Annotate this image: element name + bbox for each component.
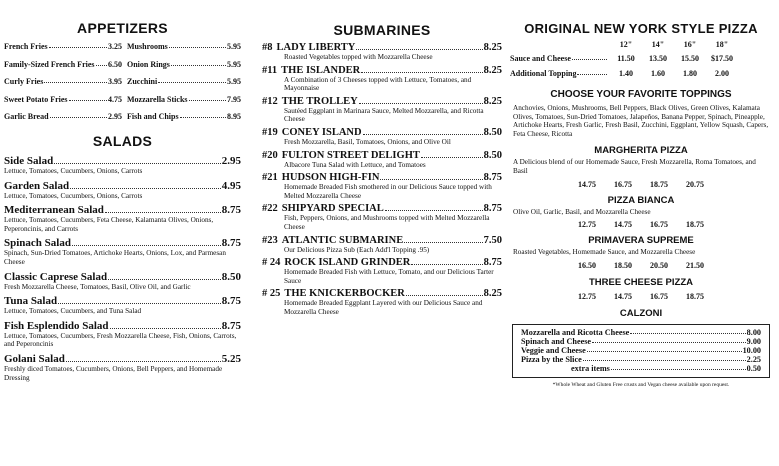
item-name: THE KNICKERBOCKER [284, 288, 405, 300]
item-price: $17.50 [711, 54, 733, 63]
menu-item [127, 42, 241, 51]
item-name: Curly Fries [4, 77, 44, 86]
menu-item [262, 42, 502, 62]
item-name: Garlic Bread [4, 112, 49, 121]
item-price: 14.75 [614, 220, 632, 230]
menu-item [127, 112, 241, 121]
item-description: Lettuce, Tomatoes, Cucumbers, and Tuna Salad [4, 307, 142, 316]
menu-item [4, 320, 241, 349]
item-price: 4.75 [108, 94, 122, 104]
menu-item [262, 65, 502, 93]
specialty-title: MARGHERITA PIZZA [594, 145, 688, 157]
menu-item [262, 150, 502, 170]
item-description: Homemade Breaded Eggplant Layered with our Delicious Sauce and Mozzarella Cheese [284, 299, 483, 316]
item-name: SHIPYARD SPECIAL [281, 203, 384, 215]
item-price: 16.50 [578, 260, 596, 270]
menu-item [521, 328, 761, 337]
item-description: Freshly diced Tomatoes, Cucumbers, Onions, Bell Peppers, and Homemade Dressing [4, 364, 223, 382]
row-label: Sauce and Cheese [510, 54, 571, 63]
item-price: 8.25 [483, 42, 502, 53]
item-name: THE ISLANDER [281, 64, 361, 76]
menu-item [521, 337, 761, 346]
item-number: #22 [262, 203, 278, 215]
item-description: Lettuce, Tomatoes, Cucumbers, Feta Cheese, Kalamanta Olives, Onions, Peperoncinis, and Carrots [4, 216, 214, 233]
menu-item [127, 95, 241, 104]
item-price: 5.95 [227, 59, 241, 69]
item-price: 0.50 [746, 363, 761, 373]
item-name: Fish and Chips [127, 112, 179, 121]
menu-item [262, 288, 502, 316]
size-label: 16" [683, 40, 697, 49]
item-number: #20 [262, 149, 278, 161]
item-description: Roasted Vegetables topped with Mozzarella Cheese [284, 53, 433, 61]
item-description: Spinach, Sun-Dried Tomatoes, Artichoke Hearts, Onions, Lox, and Parmesan Cheese [4, 249, 226, 266]
item-number: #19 [262, 126, 278, 138]
item-name: Pizza by the Slice [521, 354, 582, 364]
item-price: 3.95 [108, 77, 122, 86]
item-price: 12.75 [578, 220, 596, 230]
item-name: Onion Rings [127, 59, 170, 69]
specialty-prices [510, 261, 772, 270]
item-name: French Fries [4, 42, 48, 51]
menu-item [262, 96, 502, 124]
item-number: #12 [262, 95, 278, 107]
item-price: 8.95 [227, 112, 241, 121]
item-number: #23 [262, 234, 278, 246]
item-name: CONEY ISLAND [281, 126, 362, 138]
item-price: 8.75 [221, 204, 241, 217]
menu-item [262, 127, 502, 147]
item-name: Sweet Potato Fries [4, 94, 68, 104]
item-price: 8.00 [746, 327, 761, 337]
middle-column [262, 0, 502, 466]
item-price: 8.50 [483, 126, 502, 138]
item-number: # 25 [262, 288, 281, 300]
item-name: Veggie and Cheese [521, 345, 586, 355]
item-price: 1.60 [651, 69, 665, 78]
row-label: Additional Topping [510, 69, 577, 78]
item-price: 10.00 [742, 345, 761, 355]
item-price: 5.95 [227, 42, 241, 51]
item-description: Homemade Breaded Fish with Lettuce, Tomato, and our Delicious Tarter Sauce [284, 268, 494, 285]
item-name: extra items [571, 363, 610, 373]
calzoni-box [512, 324, 770, 378]
item-description: Lettuce, Tomatoes, Cucumbers, Onions, Carrots [4, 167, 143, 175]
appetizers-title: APPETIZERS [77, 20, 168, 36]
menu-item [262, 235, 502, 255]
item-price: 8.75 [483, 172, 502, 184]
item-price: 16.75 [614, 179, 632, 189]
submarines-title: SUBMARINES [333, 22, 431, 38]
item-price: 8.75 [483, 257, 502, 269]
item-number: #21 [262, 172, 278, 184]
item-price: 16.75 [650, 291, 668, 301]
menu-item [4, 112, 122, 121]
item-name: Spinach and Cheese [521, 336, 592, 346]
item-description: Lettuce, Tomatoes, Cucumbers, Fresh Mozzarella Cheese, Fish, Onions, Carrots, and Peperoncinis [4, 331, 237, 349]
appetizers-list [4, 42, 241, 121]
item-number: # 24 [262, 257, 281, 269]
item-number: #8 [262, 42, 273, 53]
right-column [510, 0, 772, 466]
item-name: Mushrooms [127, 42, 168, 51]
item-price: 14.75 [614, 291, 632, 301]
specialty-title: PRIMAVERA SUPREME [588, 235, 694, 247]
item-price: 8.75 [221, 295, 241, 308]
item-price: 8.75 [221, 319, 241, 332]
item-description: Our Delicious Pizza Sub (Each Add'l Topping .95) [284, 245, 430, 254]
item-name: Classic Caprese Salad [4, 270, 108, 283]
item-name: Mozzarella Sticks [127, 94, 188, 104]
item-name: Family-Sized French Fries [4, 59, 95, 69]
item-price: 18.75 [686, 220, 704, 230]
menu-item [4, 77, 122, 86]
item-price: 8.50 [483, 149, 502, 161]
item-description: Fish, Peppers, Onions, and Mushrooms topped with Melted Mozzarella Cheese [284, 214, 490, 231]
specialty-title: PIZZA BIANCA [607, 194, 675, 206]
item-price: 18.75 [650, 179, 668, 189]
item-name: LADY LIBERTY [276, 42, 356, 53]
item-price: 21.50 [686, 260, 704, 270]
specialty-prices [510, 220, 772, 229]
size-label: 12" [619, 40, 633, 49]
item-price: 8.50 [221, 270, 241, 283]
toppings-list: Anchovies, Onions, Mushrooms, Bell Peppers, Black Olives, Green Olives, Kalamata Olives, Tomatoes, Sun-Dried Tomatoes, Jalapeños, Banana Pepper, Spinach, Pineapple, Artichoke Hearts, Fresh Garlic, Fresh Basil, Zucchini, Eggplant, Yellow Squash, Capers, Feta Cheese, Ricotta [513, 104, 769, 138]
item-price: 8.75 [221, 237, 241, 250]
menu-item [521, 364, 761, 373]
item-price: 16.75 [650, 220, 668, 230]
item-description: Homemade Breaded Fish smothered in our Delicious Sauce topped with Melted Mozzarella Cheese [284, 183, 492, 200]
item-price: 20.50 [650, 260, 668, 270]
menu-item [4, 237, 241, 266]
salads-title: SALADS [92, 133, 153, 149]
item-price: 2.25 [746, 354, 761, 364]
item-name: Spinach Salad [4, 237, 71, 250]
item-price: 9.00 [746, 336, 761, 346]
size-label: 14" [651, 40, 665, 49]
menu-item [4, 155, 241, 176]
item-description: Lettuce, Tomatoes, Cucumbers, Onions, Carrots [4, 191, 143, 200]
item-description: Sautéed Eggplant in Marinara Sauce, Melted Mozzarella, and Ricotta Cheese [284, 106, 484, 124]
item-price: 18.50 [614, 260, 632, 270]
item-description: A Combination of 3 Cheeses topped with Lettuce, Tomatoes, and Mayonnaise [284, 75, 472, 93]
item-price: 15.50 [681, 54, 699, 63]
menu-item [4, 295, 241, 316]
item-price: 8.25 [483, 64, 502, 76]
menu-item [4, 271, 241, 292]
item-price: 2.00 [715, 69, 729, 78]
item-name: ATLANTIC SUBMARINE [281, 234, 404, 246]
item-name: Garden Salad [4, 179, 70, 192]
menu-item [4, 180, 241, 201]
item-price: 5.95 [227, 77, 241, 86]
menu-item [4, 204, 241, 233]
item-description: Albacore Tuna Salad with Lettuce, and Tomatoes [284, 160, 426, 169]
item-price: 1.40 [619, 69, 633, 78]
item-name: THE TROLLEY [281, 95, 358, 107]
menu-item [262, 203, 502, 231]
menu-item [262, 257, 502, 285]
item-price: 18.75 [686, 291, 704, 301]
pizza-title: ORIGINAL NEW YORK STYLE PIZZA [524, 21, 758, 36]
footnote: *Whole Wheat and Gluten Free crusts and Vegan cheese available upon request. [552, 381, 730, 388]
toppings-title: CHOOSE YOUR FAVORITE TOPPINGS [550, 89, 732, 100]
item-description: Fresh Mozzarella, Basil, Tomatoes, Onions, and Olive Oil [284, 137, 451, 146]
item-price: 2.95 [108, 112, 122, 121]
item-price: 12.75 [578, 291, 596, 301]
item-name: FULTON STREET DELIGHT [281, 149, 420, 161]
menu-item [127, 60, 241, 69]
item-price: 5.25 [221, 352, 241, 365]
specialty-prices [510, 180, 772, 189]
item-number: #11 [262, 64, 278, 76]
item-price: 11.50 [617, 54, 635, 63]
item-name: Mozzarella and Ricotta Cheese [521, 327, 630, 337]
item-name: Golani Salad [4, 352, 65, 365]
item-price: 6.50 [108, 59, 122, 69]
item-price: 14.75 [578, 179, 596, 189]
item-price: 8.25 [483, 95, 502, 107]
menu-item [127, 77, 241, 86]
menu-item [521, 346, 761, 355]
item-price: 7.50 [483, 234, 502, 246]
menu-item [4, 60, 122, 69]
pizza-price-row [510, 69, 772, 78]
pizza-sizes [510, 40, 772, 49]
item-price: 20.75 [686, 179, 704, 189]
item-price: 13.50 [649, 54, 667, 63]
menu-item [521, 355, 761, 364]
item-price: 4.95 [221, 179, 241, 192]
item-description: Fresh Mozzarella Cheese, Tomatoes, Basil, Olive Oil, and Garlic [4, 282, 191, 291]
item-price: 2.95 [221, 155, 241, 167]
item-price: 3.25 [108, 42, 122, 51]
item-name: Zucchini [127, 77, 158, 86]
item-name: Tuna Salad [4, 295, 58, 308]
specialty-description: A Delicious blend of our Homemade Sauce, Fresh Mozzarella, Roma Tomatoes, and Basil [513, 158, 756, 175]
specialty-description: Roasted Vegetables, Homemade Sauce, and Mozzarella Cheese [513, 248, 696, 257]
menu-item [4, 353, 241, 382]
item-price: 7.95 [227, 94, 241, 104]
specialty-description: Olive Oil, Garlic, Basil, and Mozzarella Cheese [513, 207, 651, 216]
menu-item [4, 95, 122, 104]
specialty-title: THREE CHEESE PIZZA [589, 276, 693, 288]
menu-item [4, 42, 122, 51]
calzoni-title: CALZONI [619, 307, 663, 319]
item-name: ROCK ISLAND GRINDER [284, 257, 411, 269]
item-price: 8.75 [483, 203, 502, 215]
item-name: Side Salad [4, 155, 54, 167]
item-name: Mediterranean Salad [4, 204, 104, 217]
pizza-price-row [510, 54, 772, 63]
item-name: Fish Esplendido Salad [4, 319, 109, 332]
item-name: HUDSON HIGH-FIN [281, 172, 380, 184]
menu-item [262, 172, 502, 200]
size-label: 18" [715, 40, 729, 49]
left-column [4, 0, 241, 466]
item-price: 8.25 [483, 288, 502, 300]
specialty-prices [510, 292, 772, 301]
item-price: 1.80 [683, 69, 697, 78]
